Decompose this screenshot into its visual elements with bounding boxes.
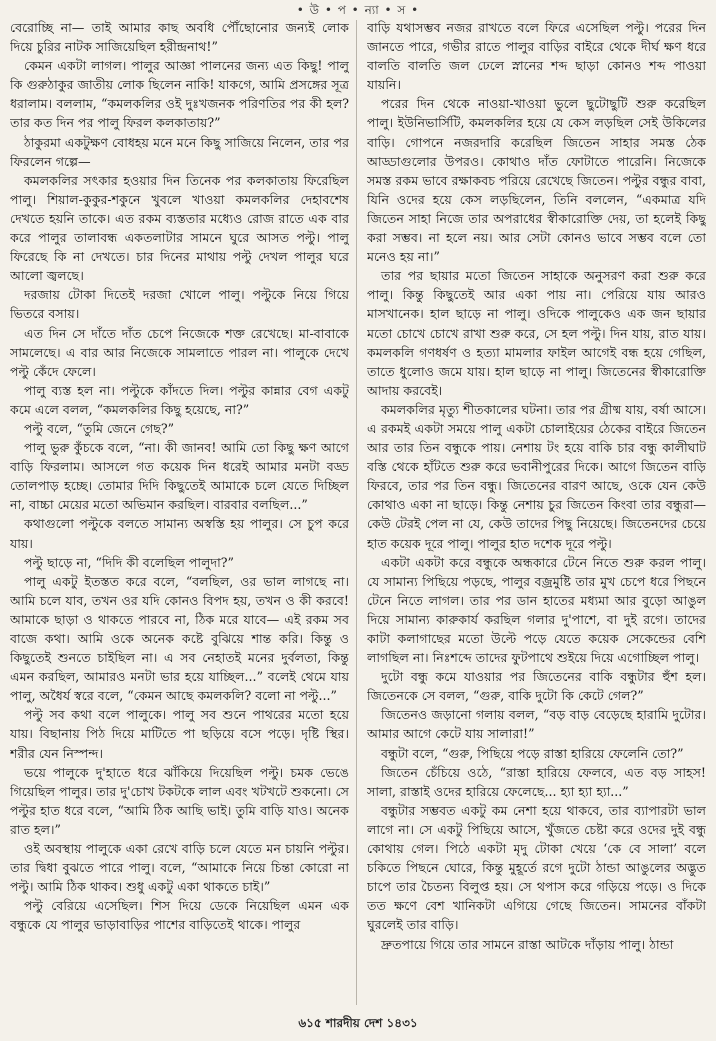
paragraph: জিতেন চেঁচিয়ে ওঠে, “রাস্তা হারিয়ে ফেলবে, এত বড় সাহস! সালা, রাস্তাই ওদের হারিয়ে ফেলেছে... হ্যা হ্যা হ্যা...” — [367, 764, 706, 799]
paragraph: পল্টু ছাড়ে না, “দিদি কী বলেছিল পালুদা?” — [24, 554, 234, 570]
paragraph: দরজায় টোকা দিতেই দরজা খোলে পালু। পল্টুকে নিয়ে গিয়ে ভিতরে বসায়। — [10, 287, 349, 322]
paragraph: পল্টু সব কথা বলে পালুকে। পালু সব শুনে পাথরের মতো হয়ে যায়। বিছানায় পিঠ দিয়ে মাটিতে পা ছড়িয়ে বসে পড়ে। দৃষ্টি স্থির। শরীর যেন নিস্পন্দ। — [10, 707, 349, 761]
paragraph: বন্ধুটার সম্ভবত একটু কম নেশা হয়ে থাকবে, তার ব্যাপারটা ভাল লাগে না। সে একটু পিছিয়ে আসে, খুঁজতে চেষ্টা করে ওদের দুই বন্ধু কোথায় গেল। পিঠে একটা মৃদু টোকা খেয়ে ‘কে বে সালা’ বলে চকিতে পিছনে ঘোরে, কিন্তু মুহূর্তে রগে দুটো ঠান্ডা আঙুলের অদ্ভুত চাপে তার চৈতন্য বিলুপ্ত হয়। সে থপাস করে গড়িয়ে পড়ে। ও দিকে তত ক্ষণে বেশ খানিকটা এগিয়ে গেছে জিতেন। সামনের বাঁকটা ঘুরলেই তার বাড়ি। — [367, 802, 706, 933]
left-column — [10, 18, 349, 1010]
paragraph: পল্টু বলে, “তুমি জেনে গেছ?” — [24, 420, 175, 436]
paragraph: ভয়ে পালুকে দু'হাতে ধরে ঝাঁকিয়ে দিয়েছিল পল্টু। চমক ভেঙে গিয়েছিল পালুর। তার দু'চোখ টকটকে লাল এবং খটখটে শুকনো। সে পল্টুর হাত ধরে বলে, “আমি ঠিক আছি ভাই। তুমি বাড়ি যাও। অনেক রাত হল।” — [10, 764, 349, 837]
paragraph: পরের দিন থেকে নাওয়া-খাওয়া ভুলে ছুটোছুটি শুরু করেছিল পালু। ইউনিভার্সিটি, কমলকলির হয়ে যে কেস লড়ছিল সেই উকিলের বাড়ি। গোপনে নজরদারি করেছিল জিতেন সাহার সমস্ত ঠেক আড্ডাগুলোর উপরও। কোথাও দাঁত ফোটাতে পারেনি। নিজেকে সমস্ত রকম ভাবে রক্ষাকবচ পরিয়ে রেখেছে জিতেন। পল্টুর বন্ধুর বাবা, যিনি ওদের হয়ে কেস লড়ছিলেন, তিনি বললেন, “একমাত্র যদি জিতেন সাহা নিজে তার অপরাধের স্বীকারোক্তি দেয়, তা হলেই কিছু করা সম্ভব। না হলে নয়। আর সেটা কোনও ভাবে সম্ভব বলে তো মনেও হয় না।” — [367, 96, 706, 265]
paragraph: দুটো বন্ধু কমে যাওয়ার পর জিতেনের বাকি বন্ধুটার হুঁশ হল। জিতেনকে সে বলল, “গুরু, বাকি দুটো কি কেটে গেল?” — [367, 669, 706, 704]
paragraph: একটা একটা করে বন্ধুকে অন্ধকারে টেনে নিতে শুরু করল পালু। যে সামান্য পিছিয়ে পড়ছে, পালুর বজ্রমুষ্টি তার মুখ চেপে ধরে পিছনে টেনে নিতে লাগল। তার পর ডান হাতের মধ্যমা আর বুড়ো আঙুল দিয়ে সামান্য কারুকার্য করছিল গলার দু'পাশে, বা দুই রগে। তাদের কাটা কলাগাছের মতো উল্টে পড়ে যেতে কয়েক সেকেন্ডের বেশি লাগছিল না। নিঃশব্দে তাদের ফুটপাথে শুইয়ে দিয়ে এগোচ্ছিল পালু। — [367, 554, 706, 666]
paragraph: কমলকলির সৎকার হওয়ার দিন তিনেক পর কলকাতায় ফিরেছিল পালু। শিয়াল-কুকুর-শকুনে খুবলে খাওয়া কমলকলির দেহাবশেষ দেখতে হয়নি তাকে। এত রকম ব্যস্ততার মধ্যেও রোজ রাতে এক বার করে পালুর তালাবন্ধ একতলাটার সামনে ঘুরে আসত পল্টু। পালু ফিরেছে কি না দেখতে। চার দিনের মাথায় পল্টু দেখল পালুর ঘরে আলো জ্বলছে। — [10, 172, 349, 284]
paragraph: পালু একটু ইতস্তত করে বলে, “বলছিল, ওর ভাল লাগছে না। আমি চলে যাব, তখন ওর যদি কোনও বিপদ হয়, তখন ও কী করবে! আমাকে ছাড়া ও থাকতে পারবে না, ঠিক মরে যাবে— এই রকম সব বাজে কথা। আমি ওকে অনেক কষ্টে বুঝিয়ে শান্ত করি। কিন্তু ও কিছুতেই শুনতে চাইছিল না। এ সব নেহাতই মনের দুর্বলতা, কিন্তু এমন করছিল, আমারও মনটা ভার হয়ে যাচ্ছিল...” বলেই থেমে যায় পালু, অধৈর্য স্বরে বলে, “কেমন আছে কমলকলি? বলো না পল্টু...” — [10, 573, 349, 704]
paragraph: তার পর ছায়ার মতো জিতেন সাহাকে অনুসরণ করা শুরু করে পালু। কিন্তু কিছুতেই আর একা পায় না। পেরিয়ে যায় আরও মাসখানেক। হাল ছাড়ে না পালু। ওদিকে পালুকেও এক জন ছায়ার মতো চোখে চোখে রাখা শুরু করে, সে হল পল্টু। দিন যায়, রাত যায়। কমলকলি গণধর্ষণ ও হত্যা মামলার ফাইল আগেই বন্ধ হয়ে গেছিল, তাতে ধুলোও জমে যায়। হাল ছাড়ে না পালু। জিতেনের স্বীকারোক্তি আদায় করবেই। — [367, 268, 706, 398]
paragraph: ওই অবস্থায় পালুকে একা রেখে বাড়ি চলে যেতে মন চায়নি পল্টুর। তার দ্বিধা বুঝতে পারে পালু। বলে, “আমাকে নিয়ে চিন্তা কোরো না পল্টু। আমি ঠিক থাকব। শুধু একটু একা থাকতে চাই।” — [10, 841, 349, 895]
paragraph: ঠাকুরমা একটুক্ষণ বোধহয় মনে মনে কিছু সাজিয়ে নিলেন, তার পর ফিরলেন গল্পে— — [10, 134, 349, 169]
paragraph: বন্ধুটা বলে, “গুরু, পিছিয়ে পড়ে রাস্তা হারিয়ে ফেলেনি তো?” — [381, 745, 684, 761]
page-header: • উ • প • ন্যা • স • — [296, 3, 420, 17]
paragraph: কথাগুলো পল্টুকে বলতে সামান্য অস্বস্তি হয় পালুর। সে চুপ করে যায়। — [10, 516, 349, 551]
paragraph: এত দিন সে দাঁতে দাঁত চেপে নিজেকে শক্ত রেখেছে। মা-বাবাকে সামলেছে। এ বার আর নিজেকে সামলাতে পারল না। পালুকে দেখে পল্টু কেঁদে ফেলে। — [10, 325, 349, 379]
paragraph: পালু ব্যস্ত হল না। পল্টুকে কাঁদতে দিল। পল্টুর কান্নার বেগ একটু কমে এলে বলল, “কমলকলির কিছু হয়েছে, না?” — [10, 382, 349, 417]
paragraph: জিতেনও জড়ানো গলায় বলল, “বড় বাড় বেড়েছে হারামি দুটোর। আমার আগে কেটে যায় সালারা!” — [367, 707, 706, 742]
paragraph: পালু ভুরু কুঁচকে বলে, “না। কী জানব! আমি তো কিছু ক্ষণ আগে বাড়ি ফিরলাম। আসলে গত কয়েক দিন ধরেই আমার মনটা বড্ড তোলপাড় হচ্ছে। তোমার দিদি কিছুতেই আমাকে চলে যেতে দিচ্ছিল না, বাচ্চা মেয়ের মতো অভিমান করছিল। বারবার বলছিল...” — [10, 440, 349, 513]
paragraph: বেরোচ্ছি না— তাই আমার কাছ অবধি পৌঁছোনোর জন্যই লোক দিয়ে চুরির নাটক সাজিয়েছিল হরীন্দ্রনাথ!” — [10, 20, 349, 55]
paragraph: কেমন একটা লাগল। পালুর আজ্ঞা পালনের জন্য এত কিছু! পালু কি গুরুঠাকুর জাতীয় লোক ছিলেন নাকি! যাকগে, আমি প্রসঙ্গের সূত্র ধরালাম। বললাম, “কমলকলির ওই দুঃখজনক পরিণতির পর কী হল? তার কত দিন পর পালু ফিরল কলকাতায়?” — [10, 58, 349, 131]
paragraph: বাড়ি যথাসম্ভব নজর রাখতে বলে ফিরে এসেছিল পল্টু। পরের দিন জানতে পারে, গভীর রাতে পালুর বাড়ির বাইরে থেকে দীর্ঘ ক্ষণ ধরে বালতি বালতি জল ঢেলে স্নানের শব্দ ছাড়া কোনও শব্দ পাওয়া যায়নি। — [367, 20, 706, 93]
paragraph: পল্টু বেরিয়ে এসেছিল। শিস দিয়ে ডেকে নিয়েছিল এমন এক বন্ধুকে যে পালুর ভাড়াবাড়ির পাশের বাড়িতেই থাকে। পালুর — [10, 898, 349, 933]
column-divider — [356, 20, 357, 1005]
paragraph: দ্রুতপায়ে গিয়ে তার সামনে রাস্তা আটকে দাঁড়ায় পালু। ঠান্ডা — [381, 936, 674, 952]
right-column — [367, 18, 706, 1010]
paragraph: কমলকলির মৃত্যু শীতকালের ঘটনা। তার পর গ্রীষ্ম যায়, বর্ষা আসে। এ রকমই একটা সময়ে পালু একটা চোলাইয়ের ঠেকের বাইরে জিতেন আর তার তিন বন্ধুকে পায়। নেশায় টং হয়ে বাকি চার বন্ধু কালীঘাট বস্তি থেকে হাঁটতে শুরু করে ভবানীপুরের দিকে। আগে জিতেন বাড়ি ফিরবে, তার পর তিন বন্ধু। জিতেনের বারণ আছে, ওকে যেন কেউ কোথাও একা না ছাড়ে। কিন্তু নেশায় চুর জিতেন কিংবা তার বন্ধুরা— কেউ টেরই পেল না যে, কেউ তাদের পিছু নিয়েছে। জিতেনদের চেয়ে হাত কয়েক দূরে পালু। পালুর হাত দশেক দূরে পল্টু। — [367, 401, 706, 551]
page-footer: ৬১৫ শারদীয় দেশ ১৪৩১ — [298, 1016, 418, 1030]
